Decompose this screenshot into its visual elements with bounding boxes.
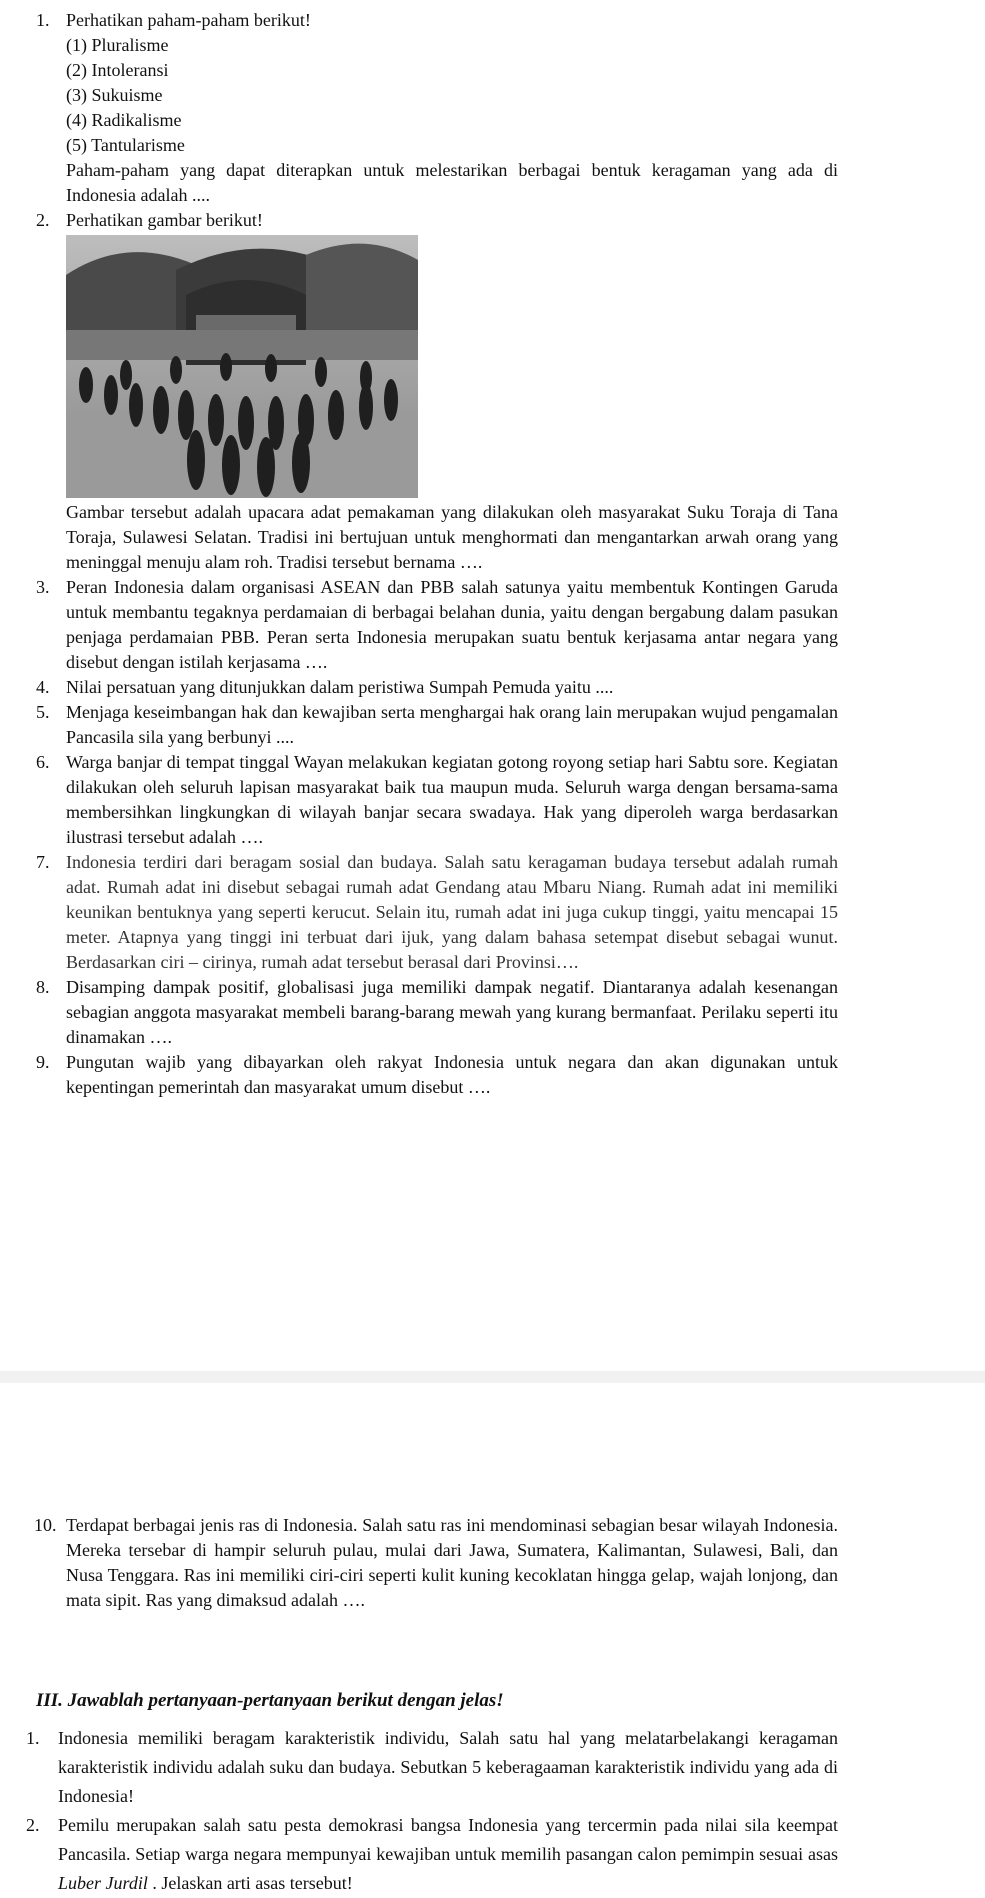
question-text: Paham-paham yang dapat diterapkan untuk melestarikan berbagai bentuk keragaman yang ada di Indonesia adalah .... [66,160,838,205]
question-4 [0,675,985,700]
list-item: (5) Tantularisme [66,135,185,155]
question-10 [0,1513,985,1613]
list-item: (1) Pluralisme [66,35,169,55]
question-5 [0,700,985,750]
section-title: III. Jawablah pertanyaan-pertanyaan berikut dengan jelas! [36,1690,504,1711]
list-item: (4) Radikalisme [66,110,182,130]
question-text: Peran Indonesia dalam organisasi ASEAN dan PBB salah satunya yaitu membentuk Kontingen Garuda untuk membantu tegaknya perdamaian di berbagai belahan dunia, yaitu dengan bergabung dalam pasukan penjaga perdamaian PBB. Peran serta Indonesia merupakan suatu bentuk kerjasama antar negara yang disebut dengan istilah kerjasama …. [66,577,838,672]
question-number: 2. [26,1815,40,1835]
essay-question-1 [0,1724,985,1811]
question-stem: Perhatikan gambar berikut! [66,210,263,230]
question-1 [0,8,985,208]
question-text: Menjaga keseimbangan hak dan kewajiban serta menghargai hak orang lain merupakan wujud pengamalan Pancasila sila yang berbunyi .... [66,702,838,747]
list-item: (3) Sukuisme [66,85,163,105]
question-stem: Perhatikan paham-paham berikut! [66,10,311,30]
question-number: 1. [26,1728,40,1748]
question-3 [0,575,985,675]
question-text: Gambar tersebut adalah upacara adat pemakaman yang dilakukan oleh masyarakat Suku Toraja di Tana Toraja, Sulawesi Selatan. Tradisi ini bertujuan untuk menghormati dan mengantarkan arwah orang yang meninggal menuju alam roh. Tradisi tersebut bernama …. [66,502,838,572]
question-page-2 [0,1513,985,1613]
question-number: 8. [36,977,50,997]
question-page-1 [0,8,985,1100]
question-number: 5. [36,702,50,722]
question-number: 6. [36,752,50,772]
essay-questions [0,1724,985,1898]
toraja-funeral-photo [66,235,418,498]
question-text: Terdapat berbagai jenis ras di Indonesia. Salah satu ras ini mendominasi sebagian besar wilayah Indonesia. Mereka tersebar di hampir seluruh pulau, mulai dari Jawa, Sumatera, Kalimantan, Sulawesi, Bali, dan Nusa Tenggara. Ras ini memiliki ciri-ciri seperti kulit kuning kecoklatan hingga gelap, wajah lonjong, dan mata sipit. Ras yang dimaksud adalah …. [66,1515,838,1610]
question-text-part: . Jelaskan arti asas tersebut! [147,1873,353,1893]
question-number: 3. [36,577,50,597]
question-text: Warga banjar di tempat tinggal Wayan melakukan kegiatan gotong royong setiap hari Sabtu sore. Kegiatan dilakukan oleh seluruh lapisan masyarakat baik tua maupun muda. Seluruh warga dengan bersama-sama membersihkan lingkungkan di wilayah banjar secara swadaya. Hak yang diperoleh warga berdasarkan ilustrasi tersebut adalah …. [66,752,838,847]
question-2 [0,208,985,575]
question-number: 7. [36,852,50,872]
question-6 [0,750,985,850]
question-text: Nilai persatuan yang ditunjukkan dalam peristiwa Sumpah Pemuda yaitu .... [66,677,614,697]
page-divider [0,1371,985,1383]
question-number: 4. [36,677,50,697]
question-text: Pungutan wajib yang dibayarkan oleh rakyat Indonesia untuk negara dan akan digunakan untuk kepentingan pemerintah dan masyarakat umum disebut …. [66,1052,838,1097]
question-text-part: Pemilu merupakan salah satu pesta demokrasi bangsa Indonesia yang tercermin pada nilai sila keempat Pancasila. Setiap warga negara mempunyai kewajiban untuk memilih pasangan calon pemimpin sesuai asas [58,1815,838,1864]
question-number: 2. [36,210,50,230]
list-item: (2) Intoleransi [66,60,169,80]
question-8 [0,975,985,1050]
question-7 [0,850,985,975]
question-text: Indonesia memiliki beragam karakteristik individu, Salah satu hal yang melatarbelakangi keragaman karakteristik individu adalah suku dan budaya. Sebutkan 5 keberagaaman karakteristik individu yang ada di Indonesia! [58,1728,838,1806]
question-number: 1. [36,10,50,30]
question-number: 10. [34,1515,57,1535]
question-text [58,1811,838,1898]
question-9 [0,1050,985,1100]
question-text: Indonesia terdiri dari beragam sosial dan budaya. Salah satu keragaman budaya tersebut adalah rumah adat. Rumah adat ini disebut sebagai rumah adat Gendang atau Mbaru Niang. Rumah adat ini memiliki keunikan bentuknya yang seperti kerucut. Selain itu, rumah adat ini juga cukup tinggi, yaitu mencapai 15 meter. Atapnya yang tinggi ini terbuat dari ijuk, yang dalam bahasa setempat disebut sebagai wunut. Berdasarkan ciri – cirinya, rumah adat tersebut berasal dari Provinsi…. [66,852,838,972]
question-text-italic: Luber Jurdil [58,1873,148,1893]
question-text: Disamping dampak positif, globalisasi juga memiliki dampak negatif. Diantaranya adalah kesenangan sebagian anggota masyarakat membeli barang-barang mewah yang kurang bermanfaat. Perilaku seperti itu dinamakan …. [66,977,838,1047]
essay-question-2 [0,1811,985,1898]
question-number: 9. [36,1052,50,1072]
